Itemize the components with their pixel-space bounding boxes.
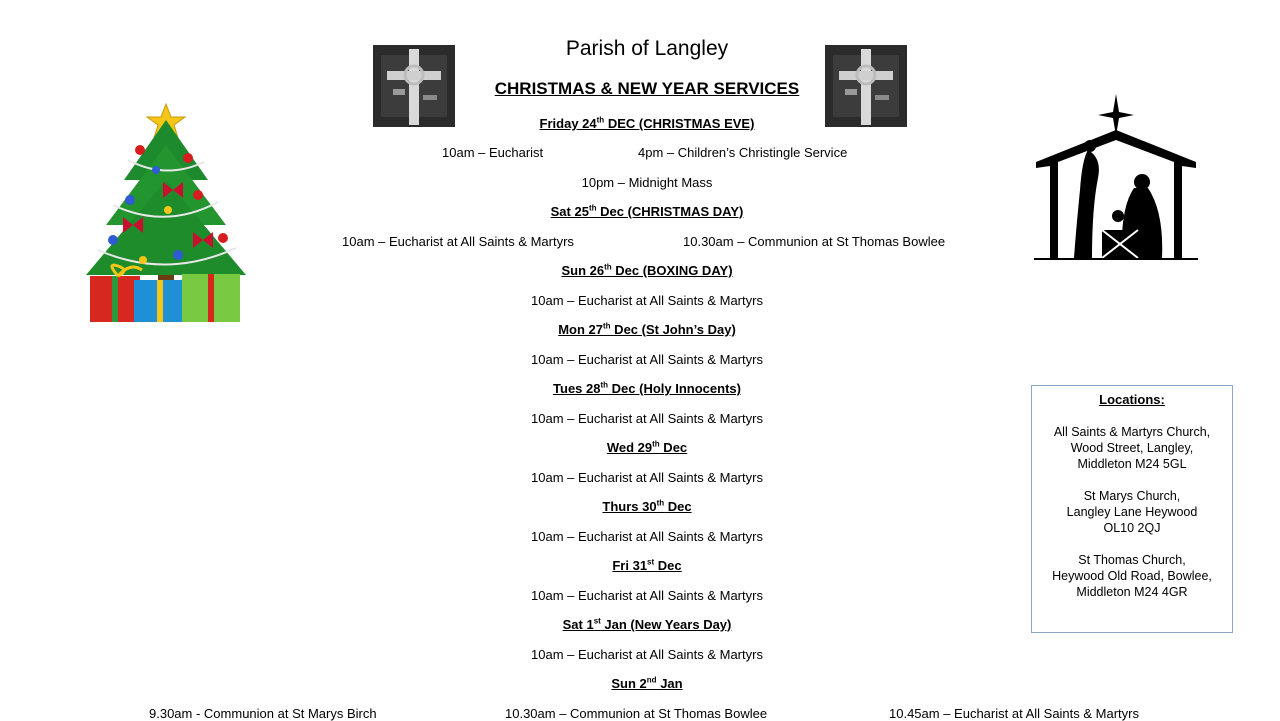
service-28: 10am – Eucharist at All Saints & Martyrs [531, 411, 763, 426]
day-heading-27-dec: Mon 27th Dec (St John’s Day) [558, 321, 736, 337]
service-24-eucharist: 10am – Eucharist [442, 145, 544, 160]
day-heading-28-dec: Tues 28th Dec (Holy Innocents) [553, 380, 741, 396]
locations-box [1031, 385, 1233, 633]
service-25-eucharist: 10am – Eucharist at All Saints & Martyrs [342, 234, 574, 249]
service-31: 10am – Eucharist at All Saints & Martyrs [531, 588, 763, 603]
day-heading-2-jan: Sun 2nd Jan [611, 675, 683, 691]
service-24-christingle: 4pm – Children’s Christingle Service [638, 145, 848, 160]
service-2-jan-all-saints: 10.45am – Eucharist at All Saints & Martyrs [889, 706, 1139, 721]
services-heading: CHRISTMAS & NEW YEAR SERVICES [494, 79, 800, 98]
service-25-communion: 10.30am – Communion at St Thomas Bowlee [683, 234, 946, 249]
service-29: 10am – Eucharist at All Saints & Martyrs [531, 470, 763, 485]
location-st-marys: St Marys Church, Langley Lane Heywood OL10 2QJ [1066, 489, 1198, 535]
day-heading-24-dec: Friday 24th DEC (CHRISTMAS EVE) [539, 115, 755, 131]
service-26: 10am – Eucharist at All Saints & Martyrs [531, 293, 763, 308]
day-heading-26-dec: Sun 26th Dec (BOXING DAY) [561, 262, 733, 278]
location-all-saints: All Saints & Martyrs Church, Wood Street, Langley, Middleton M24 5GL [1053, 425, 1211, 471]
location-st-thomas: St Thomas Church, Heywood Old Road, Bowlee, Middleton M24 4GR [1052, 553, 1212, 599]
locations-title: Locations: [1099, 392, 1165, 407]
service-27: 10am – Eucharist at All Saints & Martyrs [531, 352, 763, 367]
service-2-jan-bowlee: 10.30am – Communion at St Thomas Bowlee [505, 706, 768, 721]
service-2-jan-birch: 9.30am - Communion at St Marys Birch [149, 706, 377, 721]
day-heading-1-jan: Sat 1st Jan (New Years Day) [562, 616, 732, 632]
parish-title: Parish of Langley [565, 37, 729, 60]
day-heading-31-dec: Fri 31st Dec [612, 557, 682, 573]
day-heading-29-dec: Wed 29th Dec [606, 439, 688, 455]
service-24-midnight-mass: 10pm – Midnight Mass [581, 175, 713, 190]
day-heading-30-dec: Thurs 30th Dec [602, 498, 692, 514]
service-30: 10am – Eucharist at All Saints & Martyrs [531, 529, 763, 544]
service-1-jan: 10am – Eucharist at All Saints & Martyrs [531, 647, 763, 662]
day-heading-25-dec: Sat 25th Dec (CHRISTMAS DAY) [550, 203, 744, 219]
